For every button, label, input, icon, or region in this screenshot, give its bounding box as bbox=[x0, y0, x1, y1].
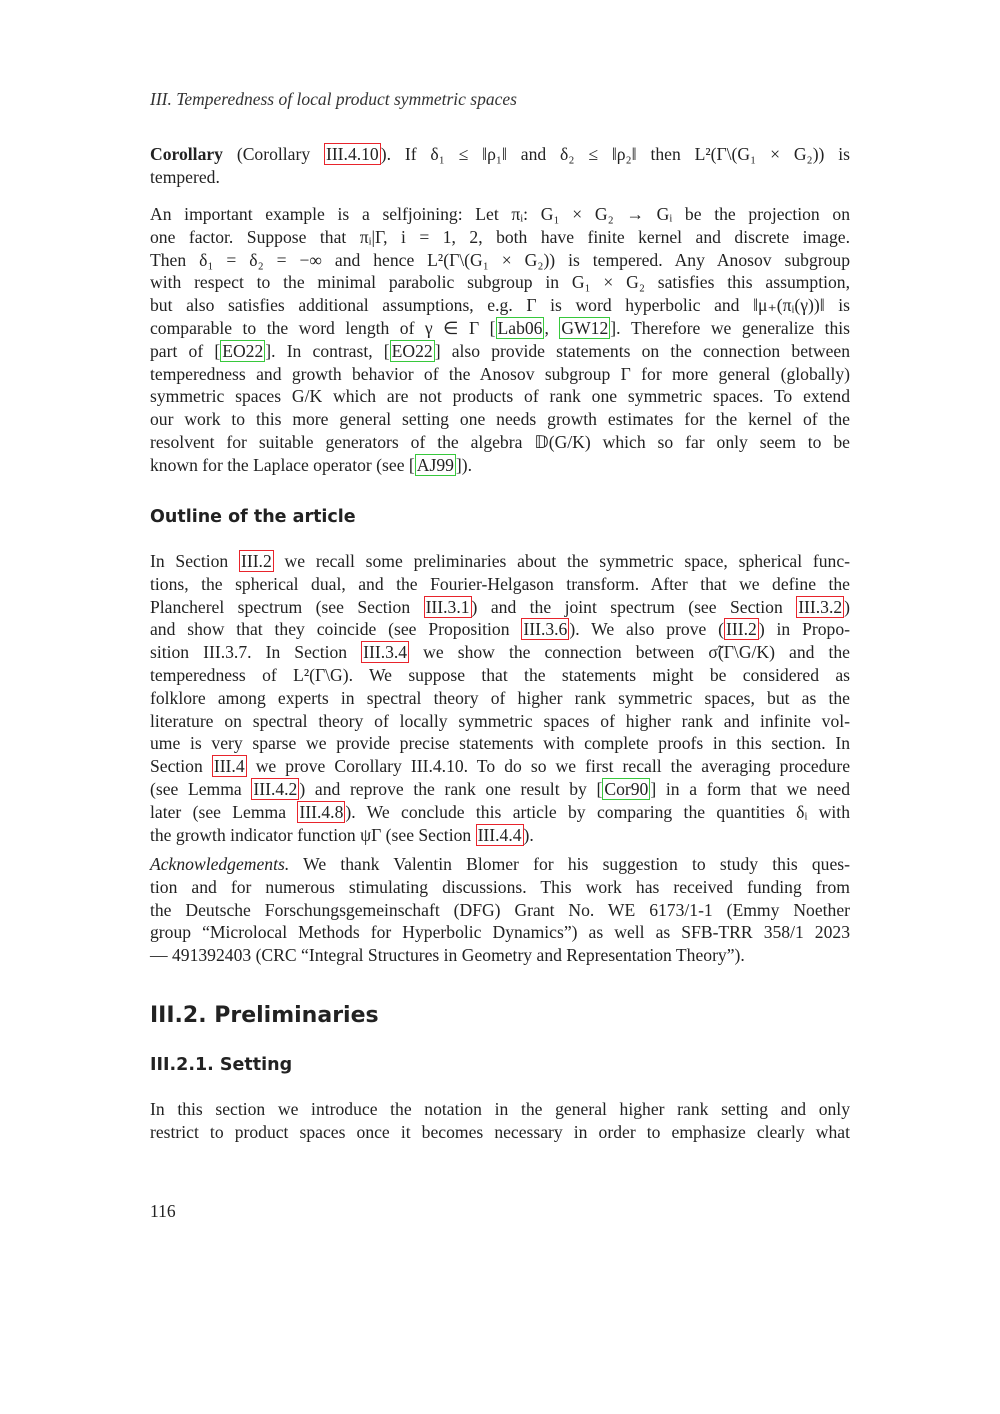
text-line: temperedness and growth behavior of the Anosov subgroup Γ for more general (globally) bbox=[150, 363, 850, 384]
text-line: part of [ EO22 ]. In contrast, [ EO22 ] also provide statements on the connection between bbox=[150, 340, 851, 361]
text-line: An important example is a selfjoining: Let πᵢ: G₁ × G₂ → Gᵢ be the projection on bbox=[150, 204, 850, 224]
text-line: In this section we introduce the notation in the general higher rank setting and only bbox=[150, 1099, 850, 1119]
corollary-label: Corollary bbox=[150, 144, 223, 164]
citation-link[interactable]: AJ99 bbox=[416, 454, 454, 475]
cross-reference-link[interactable]: III.4 bbox=[213, 756, 245, 777]
subsection-heading: III.2.1. Setting bbox=[150, 1055, 293, 1075]
text-line: folklore among experts in spectral theory of higher rank symmetric spaces, but as the bbox=[150, 687, 850, 708]
text-line: sition III.3.7. In Section III.3.4 we show the connection between σ̃(Γ\G/K) and the bbox=[150, 642, 850, 663]
corollary-paragraph bbox=[150, 143, 850, 189]
text-line: — 491392403 (CRC “Integral Structures in Geometry and Representation Theory”). bbox=[150, 945, 745, 966]
text-line: later (see Lemma III.4.8 ). We conclude this article by comparing the quantities δᵢ with bbox=[150, 801, 850, 822]
citation-link[interactable]: Lab06 bbox=[497, 317, 543, 338]
text-line: Then δ₁ = δ₂ = −∞ and hence L²(Γ\(G₁ × G₂)) is tempered. Any Anosov subgroup bbox=[150, 249, 850, 270]
text-line: Acknowledgements. We thank Valentin Blomer for his suggestion to study this ques- bbox=[150, 854, 850, 874]
text-line: restrict to product spaces once it becomes necessary in order to emphasize clearly what bbox=[150, 1121, 850, 1142]
citation-link[interactable]: EO22 bbox=[222, 340, 264, 361]
acknowledgements-paragraph bbox=[150, 853, 850, 967]
acknowledgements-label: Acknowledgements. bbox=[150, 854, 290, 874]
cross-reference-link[interactable]: III.3.4 bbox=[363, 642, 408, 663]
outline-paragraph bbox=[150, 550, 850, 846]
cross-reference-link[interactable]: III.4.10 bbox=[325, 144, 379, 164]
cross-reference-link[interactable]: III.2 bbox=[240, 551, 272, 571]
text-line: one factor. Suppose that πᵢ|Γ, i = 1, 2, both have finite kernel and discrete image. bbox=[150, 226, 850, 247]
text-line: tempered. bbox=[150, 166, 220, 187]
selfjoining-paragraph bbox=[150, 203, 850, 477]
citation-link[interactable]: GW12 bbox=[561, 317, 609, 338]
text-line: with respect to the minimal parabolic subgroup in G₁ × G₂ satisfies this assumption, bbox=[150, 272, 850, 293]
text-line: ume is very sparse we provide precise statements with complete proofs in this section. In bbox=[150, 733, 850, 754]
cross-reference-link[interactable]: III.4.4 bbox=[477, 824, 522, 845]
cross-reference-link[interactable]: III.4.2 bbox=[253, 778, 298, 799]
text-line: our work to this more general setting one needs growth estimates for the kernel of the bbox=[150, 409, 850, 430]
cross-reference-link[interactable]: III.3.1 bbox=[425, 596, 470, 617]
cross-reference-link[interactable]: III.3.6 bbox=[523, 619, 568, 640]
page-number: 116 bbox=[150, 1201, 176, 1221]
text-line: the growth indicator function ψΓ (see Section III.4.4 ). bbox=[150, 824, 534, 845]
cross-reference-link[interactable]: III.3.2 bbox=[798, 596, 843, 617]
citation-link[interactable]: Cor90 bbox=[604, 778, 649, 799]
text-line: the Deutsche Forschungsgemeinschaft (DFG) Grant No. WE 6173/1-1 (Emmy Noether bbox=[150, 899, 850, 920]
setting-paragraph bbox=[150, 1098, 850, 1144]
cross-reference-link[interactable]: III.2 bbox=[726, 619, 757, 640]
cross-reference-link[interactable]: III.4.8 bbox=[299, 801, 344, 822]
text-line: comparable to the word length of γ ∈ Γ [ Lab06 , GW12 ]. Therefore we generalize this bbox=[150, 317, 851, 338]
text-line: literature on spectral theory of locally symmetric spaces of higher rank and infinite vol- bbox=[150, 710, 850, 731]
text-line: Section III.4 we prove Corollary III.4.10. To do so we first recall the averaging procedure bbox=[150, 756, 850, 777]
outline-heading: Outline of the article bbox=[150, 507, 356, 527]
text-line: In Section III.2 we recall some preliminaries about the symmetric space, spherical func- bbox=[150, 551, 850, 571]
text-line: temperedness of L²(Γ\G). We suppose that the statements might be considered as bbox=[150, 664, 850, 685]
text-line: Plancherel spectrum (see Section III.3.1 ) and the joint spectrum (see Section III.3.2 ) bbox=[150, 596, 851, 617]
citation-link[interactable]: EO22 bbox=[391, 340, 433, 361]
text-line: but also satisfies additional assumptions, e.g. Γ is word hyperbolic and ‖μ₊(πᵢ(γ))‖ is bbox=[150, 295, 850, 316]
text-line: (see Lemma III.4.2 ) and reprove the rank one result by [ Cor90 ] in a form that we need bbox=[150, 778, 850, 799]
text-line: and show that they coincide (see Proposition III.3.6 ). We also prove ( III.2 ) in Propo- bbox=[150, 619, 850, 640]
text-line: known for the Laplace operator (see [ AJ99 ]). bbox=[150, 454, 473, 475]
text-line: symmetric spaces G/K which are not products of rank one symmetric spaces. To extend bbox=[150, 386, 850, 407]
section-heading: III.2. Preliminaries bbox=[150, 1003, 379, 1028]
text-line: resolvent for suitable generators of the algebra 𝔻(G/K) which so far only seem to be bbox=[150, 431, 850, 452]
running-head: III. Temperedness of local product symmetric spaces bbox=[150, 89, 517, 109]
text-line: group “Microlocal Methods for Hyperbolic Dynamics”) as well as SFB-TRR 358/1 2023 bbox=[150, 922, 850, 943]
text-line: tion and for numerous stimulating discussions. This work has received funding from bbox=[150, 876, 850, 897]
text-line: Corollary (Corollary III.4.10 ). If δ₁ ≤ ‖ρ₁‖ and δ₂ ≤ ‖ρ₂‖ then L²(Γ\(G₁ × G₂)) is bbox=[150, 144, 850, 164]
text-line: tions, the spherical dual, and the Fourier-Helgason transform. After that we define the bbox=[150, 573, 850, 594]
